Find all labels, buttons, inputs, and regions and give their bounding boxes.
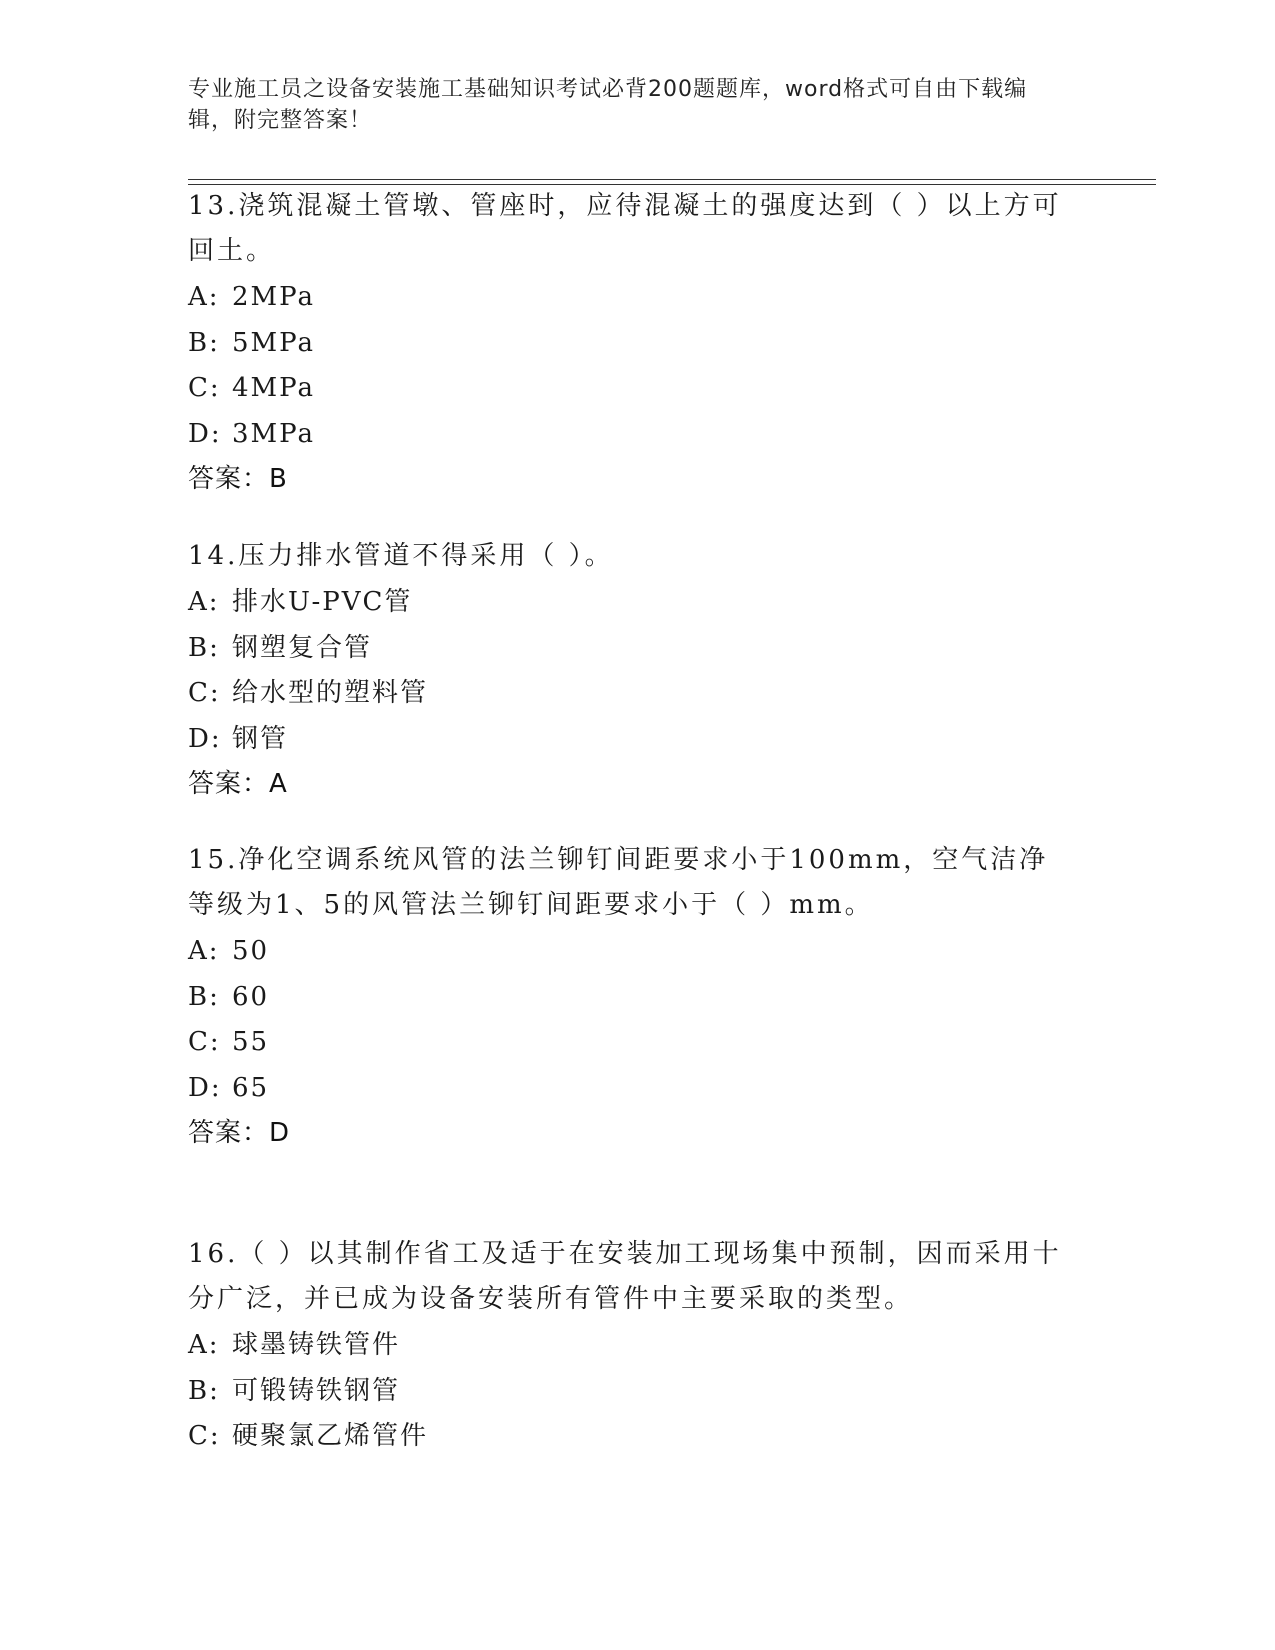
question-stem: 14.压力排水管道不得采用（ ）。 — [188, 541, 614, 571]
document-header: 专业施工员之设备安装施工基础知识考试必背200题题库，word格式可自由下载编辑，附完整答案！ — [188, 77, 1028, 133]
option-key: C: — [188, 373, 221, 403]
option-text: 65 — [232, 1072, 270, 1103]
question-stem: 16.（ ）以其制作省工及适于在安装加工现场集中预制，因而采用十分广泛，并已成为设备安装所有管件中主要采取的类型。 — [188, 1239, 1062, 1314]
option-b — [188, 975, 1068, 1021]
answer-line: 答案：D — [188, 1118, 291, 1148]
option-a — [188, 1323, 1068, 1369]
option-a — [188, 275, 1068, 321]
option-text: 55 — [232, 1027, 270, 1057]
option-a — [188, 929, 1068, 975]
option-d — [188, 717, 1068, 763]
question-16 — [188, 1232, 1068, 1460]
question-13 — [188, 184, 1068, 501]
option-text: 2MPa — [232, 282, 315, 312]
answer-line: 答案：B — [188, 464, 288, 494]
question-stem: 15.净化空调系统风管的法兰铆钉间距要求小于100mm，空气洁净等级为1、5的风管法兰铆钉间距要求小于（ ）mm。 — [188, 845, 1049, 920]
option-key: B: — [188, 981, 220, 1012]
option-text: 3MPa — [232, 418, 315, 449]
question-15 — [188, 838, 1068, 1155]
option-b — [188, 626, 1068, 672]
answer-line: 答案：A — [188, 769, 288, 799]
option-text: 球墨铸铁管件 — [232, 1330, 401, 1360]
option-text: 硬聚氯乙烯管件 — [232, 1421, 429, 1451]
option-key: C: — [188, 678, 221, 708]
option-text: 钢管 — [232, 723, 289, 754]
option-key: B: — [188, 327, 220, 358]
option-c — [188, 366, 1068, 412]
option-key: C: — [188, 1421, 221, 1451]
option-text: 钢塑复合管 — [232, 632, 373, 663]
option-key: C: — [188, 1027, 221, 1057]
option-key: A: — [188, 587, 220, 617]
option-text: 60 — [232, 981, 270, 1012]
option-key: A: — [188, 936, 220, 966]
question-14 — [188, 534, 1068, 806]
option-text: 可锻铸铁钢管 — [232, 1375, 401, 1406]
option-text: 排水U-PVC管 — [232, 587, 413, 617]
option-key: B: — [188, 632, 220, 663]
header-divider-top — [188, 179, 1156, 180]
option-key: A: — [188, 282, 220, 312]
option-key: D: — [188, 723, 222, 754]
option-key: D: — [188, 418, 222, 449]
option-d — [188, 1066, 1068, 1112]
option-c — [188, 1020, 1068, 1066]
option-c — [188, 1414, 1068, 1460]
question-stem: 13.浇筑混凝土管墩、管座时，应待混凝土的强度达到（ ）以上方可回土。 — [188, 191, 1062, 266]
option-key: A: — [188, 1330, 220, 1360]
option-text: 4MPa — [232, 373, 315, 403]
option-key: B: — [188, 1375, 220, 1406]
option-key: D: — [188, 1072, 222, 1103]
option-b — [188, 321, 1068, 367]
option-b — [188, 1369, 1068, 1415]
option-text: 给水型的塑料管 — [232, 678, 429, 708]
option-d — [188, 412, 1068, 458]
option-a — [188, 580, 1068, 626]
option-c — [188, 671, 1068, 717]
option-text: 5MPa — [232, 327, 315, 358]
option-text: 50 — [232, 936, 270, 966]
